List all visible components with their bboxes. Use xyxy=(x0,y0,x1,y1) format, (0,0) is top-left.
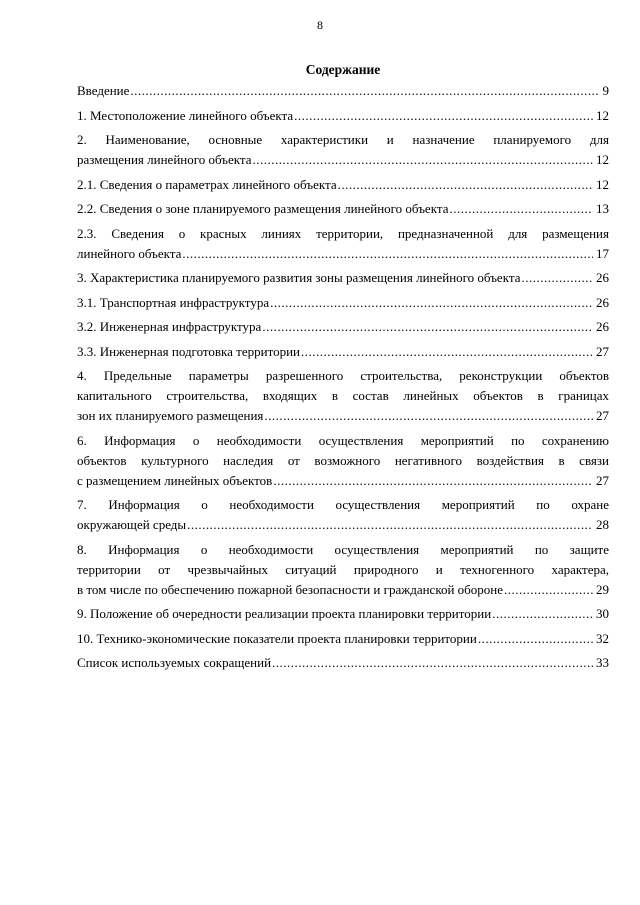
toc-page-number: 17 xyxy=(596,245,609,261)
page-number: 8 xyxy=(317,18,323,32)
toc-entry[interactable] xyxy=(77,495,609,535)
toc-entry-text: Список используемых сокращений xyxy=(77,655,272,670)
toc-page-number: 28 xyxy=(596,517,609,532)
dot-leader xyxy=(253,150,593,170)
dot-leader xyxy=(504,580,593,600)
toc-entry-text: 2.2. Сведения о зоне планируемого размещения линейного объекта xyxy=(77,201,449,216)
toc-entry-last-line xyxy=(77,268,609,288)
toc-entry-text: 1. Местоположение линейного объекта xyxy=(77,107,294,123)
toc-entry[interactable] xyxy=(77,293,609,313)
toc-page-number: 12 xyxy=(596,176,609,192)
toc-entry-last-line xyxy=(77,293,609,313)
toc-entry-last-line xyxy=(77,150,609,170)
toc-entry-text: Введение xyxy=(77,83,130,98)
dot-leader xyxy=(182,244,593,264)
toc-page-number: 30 xyxy=(596,606,609,621)
toc-entry-line: 4. Предельные параметры разрешенного строительства, реконструкции объектов xyxy=(77,368,609,383)
toc-entry[interactable] xyxy=(77,540,609,600)
toc-page-number: 26 xyxy=(596,270,609,285)
toc-entry-last-line xyxy=(77,515,609,535)
toc-title: Содержание xyxy=(305,62,381,77)
toc-entry-line: капитального строительства, входящих в состав линейных объектов в границах xyxy=(77,388,609,403)
toc-entry-last-line xyxy=(77,406,609,426)
toc-entry[interactable] xyxy=(77,653,609,673)
toc-entry[interactable] xyxy=(77,366,609,426)
toc-page-number: 27 xyxy=(596,408,609,423)
toc-page-number: 13 xyxy=(596,201,609,216)
toc-entry-text: окружающей среды xyxy=(77,517,187,532)
toc-entry[interactable] xyxy=(77,175,609,195)
dot-leader xyxy=(262,317,593,337)
toc-page-number: 27 xyxy=(596,472,609,488)
toc-entry-last-line xyxy=(77,175,609,195)
toc-entry-text: 9. Положение об очередности реализации проекта планировки территории xyxy=(77,606,492,621)
toc-entry-text: 3.2. Инженерная инфраструктура xyxy=(77,319,262,334)
dot-leader xyxy=(449,199,593,219)
toc-page-number: 26 xyxy=(596,319,609,334)
dot-leader xyxy=(270,293,593,313)
dot-leader xyxy=(294,106,593,126)
toc-entry-text: 3.1. Транспортная инфраструктура xyxy=(77,294,270,310)
toc-entry-line: 8. Информация о необходимости осуществления мероприятий по защите xyxy=(77,541,609,557)
toc-entry[interactable] xyxy=(77,106,609,126)
toc-entry[interactable] xyxy=(77,224,609,264)
toc-entry[interactable] xyxy=(77,604,609,624)
toc-entry-last-line xyxy=(77,81,609,101)
toc-entry-text: зон их планируемого размещения xyxy=(77,408,264,423)
toc-entry[interactable] xyxy=(77,317,609,337)
toc-entry[interactable] xyxy=(77,342,609,362)
toc-entry-last-line xyxy=(77,629,609,649)
toc-page-number: 27 xyxy=(596,343,609,359)
toc-entry-last-line xyxy=(77,342,609,362)
toc-entry-line: 7. Информация о необходимости осуществления мероприятий по охране xyxy=(77,497,609,512)
dot-leader xyxy=(301,342,593,362)
toc-entry-text: 3.3. Инженерная подготовка территории xyxy=(77,343,301,359)
toc-entry-last-line xyxy=(77,653,609,673)
toc-page-number: 12 xyxy=(596,107,609,123)
dot-leader xyxy=(130,81,599,101)
toc-page-number: 9 xyxy=(602,83,609,98)
toc-entry-text: 3. Характеристика планируемого развития зоны размещения линейного объекта xyxy=(77,270,521,285)
toc-entry[interactable] xyxy=(77,629,609,649)
toc-entry[interactable] xyxy=(77,268,609,288)
toc-entry-last-line xyxy=(77,317,609,337)
toc-page-number: 33 xyxy=(596,655,609,670)
toc-entry-text: размещения линейного объекта xyxy=(77,152,252,167)
toc-entry[interactable] xyxy=(77,431,609,491)
toc-entry-text: линейного объекта xyxy=(77,245,182,261)
dot-leader xyxy=(492,604,593,624)
toc-entry-last-line xyxy=(77,580,609,600)
toc-page-number: 32 xyxy=(596,630,609,646)
toc-page-number: 29 xyxy=(596,581,609,597)
toc-entry-line: 6. Информация о необходимости осуществления мероприятий по сохранению xyxy=(77,432,609,448)
dot-leader xyxy=(478,629,593,649)
toc-page-number: 26 xyxy=(596,294,609,310)
dot-leader xyxy=(338,175,593,195)
dot-leader xyxy=(187,515,593,535)
dot-leader xyxy=(521,268,593,288)
toc-entry-text: 2.1. Сведения о параметрах линейного объекта xyxy=(77,176,337,192)
toc-entry[interactable] xyxy=(77,199,609,219)
toc-page-number: 12 xyxy=(596,152,609,167)
toc-entry-line: 2.3. Сведения о красных линиях территории, предназначенной для размещения xyxy=(77,225,609,241)
toc-entry-last-line xyxy=(77,199,609,219)
dot-leader xyxy=(264,406,593,426)
toc-entry-text: с размещением линейных объектов xyxy=(77,472,273,488)
toc-entry[interactable] xyxy=(77,81,609,101)
toc-entry-text: в том числе по обеспечению пожарной безопасности и гражданской обороне xyxy=(77,581,504,597)
toc-entry[interactable] xyxy=(77,130,609,170)
dot-leader xyxy=(273,471,593,491)
table-of-contents xyxy=(77,81,609,678)
toc-entry-last-line xyxy=(77,604,609,624)
toc-entry-text: 10. Технико-экономические показатели проекта планировки территории xyxy=(77,630,477,646)
toc-entry-last-line xyxy=(77,244,609,264)
toc-entry-last-line xyxy=(77,471,609,491)
toc-entry-line: объектов культурного наследия от возможного негативного воздействия в связи xyxy=(77,452,609,468)
toc-entry-line: территории от чрезвычайных ситуаций природного и техногенного характера, xyxy=(77,561,609,577)
dot-leader xyxy=(272,653,593,673)
toc-entry-line: 2. Наименование, основные характеристики и назначение планируемого для xyxy=(77,132,609,147)
toc-entry-last-line xyxy=(77,106,609,126)
